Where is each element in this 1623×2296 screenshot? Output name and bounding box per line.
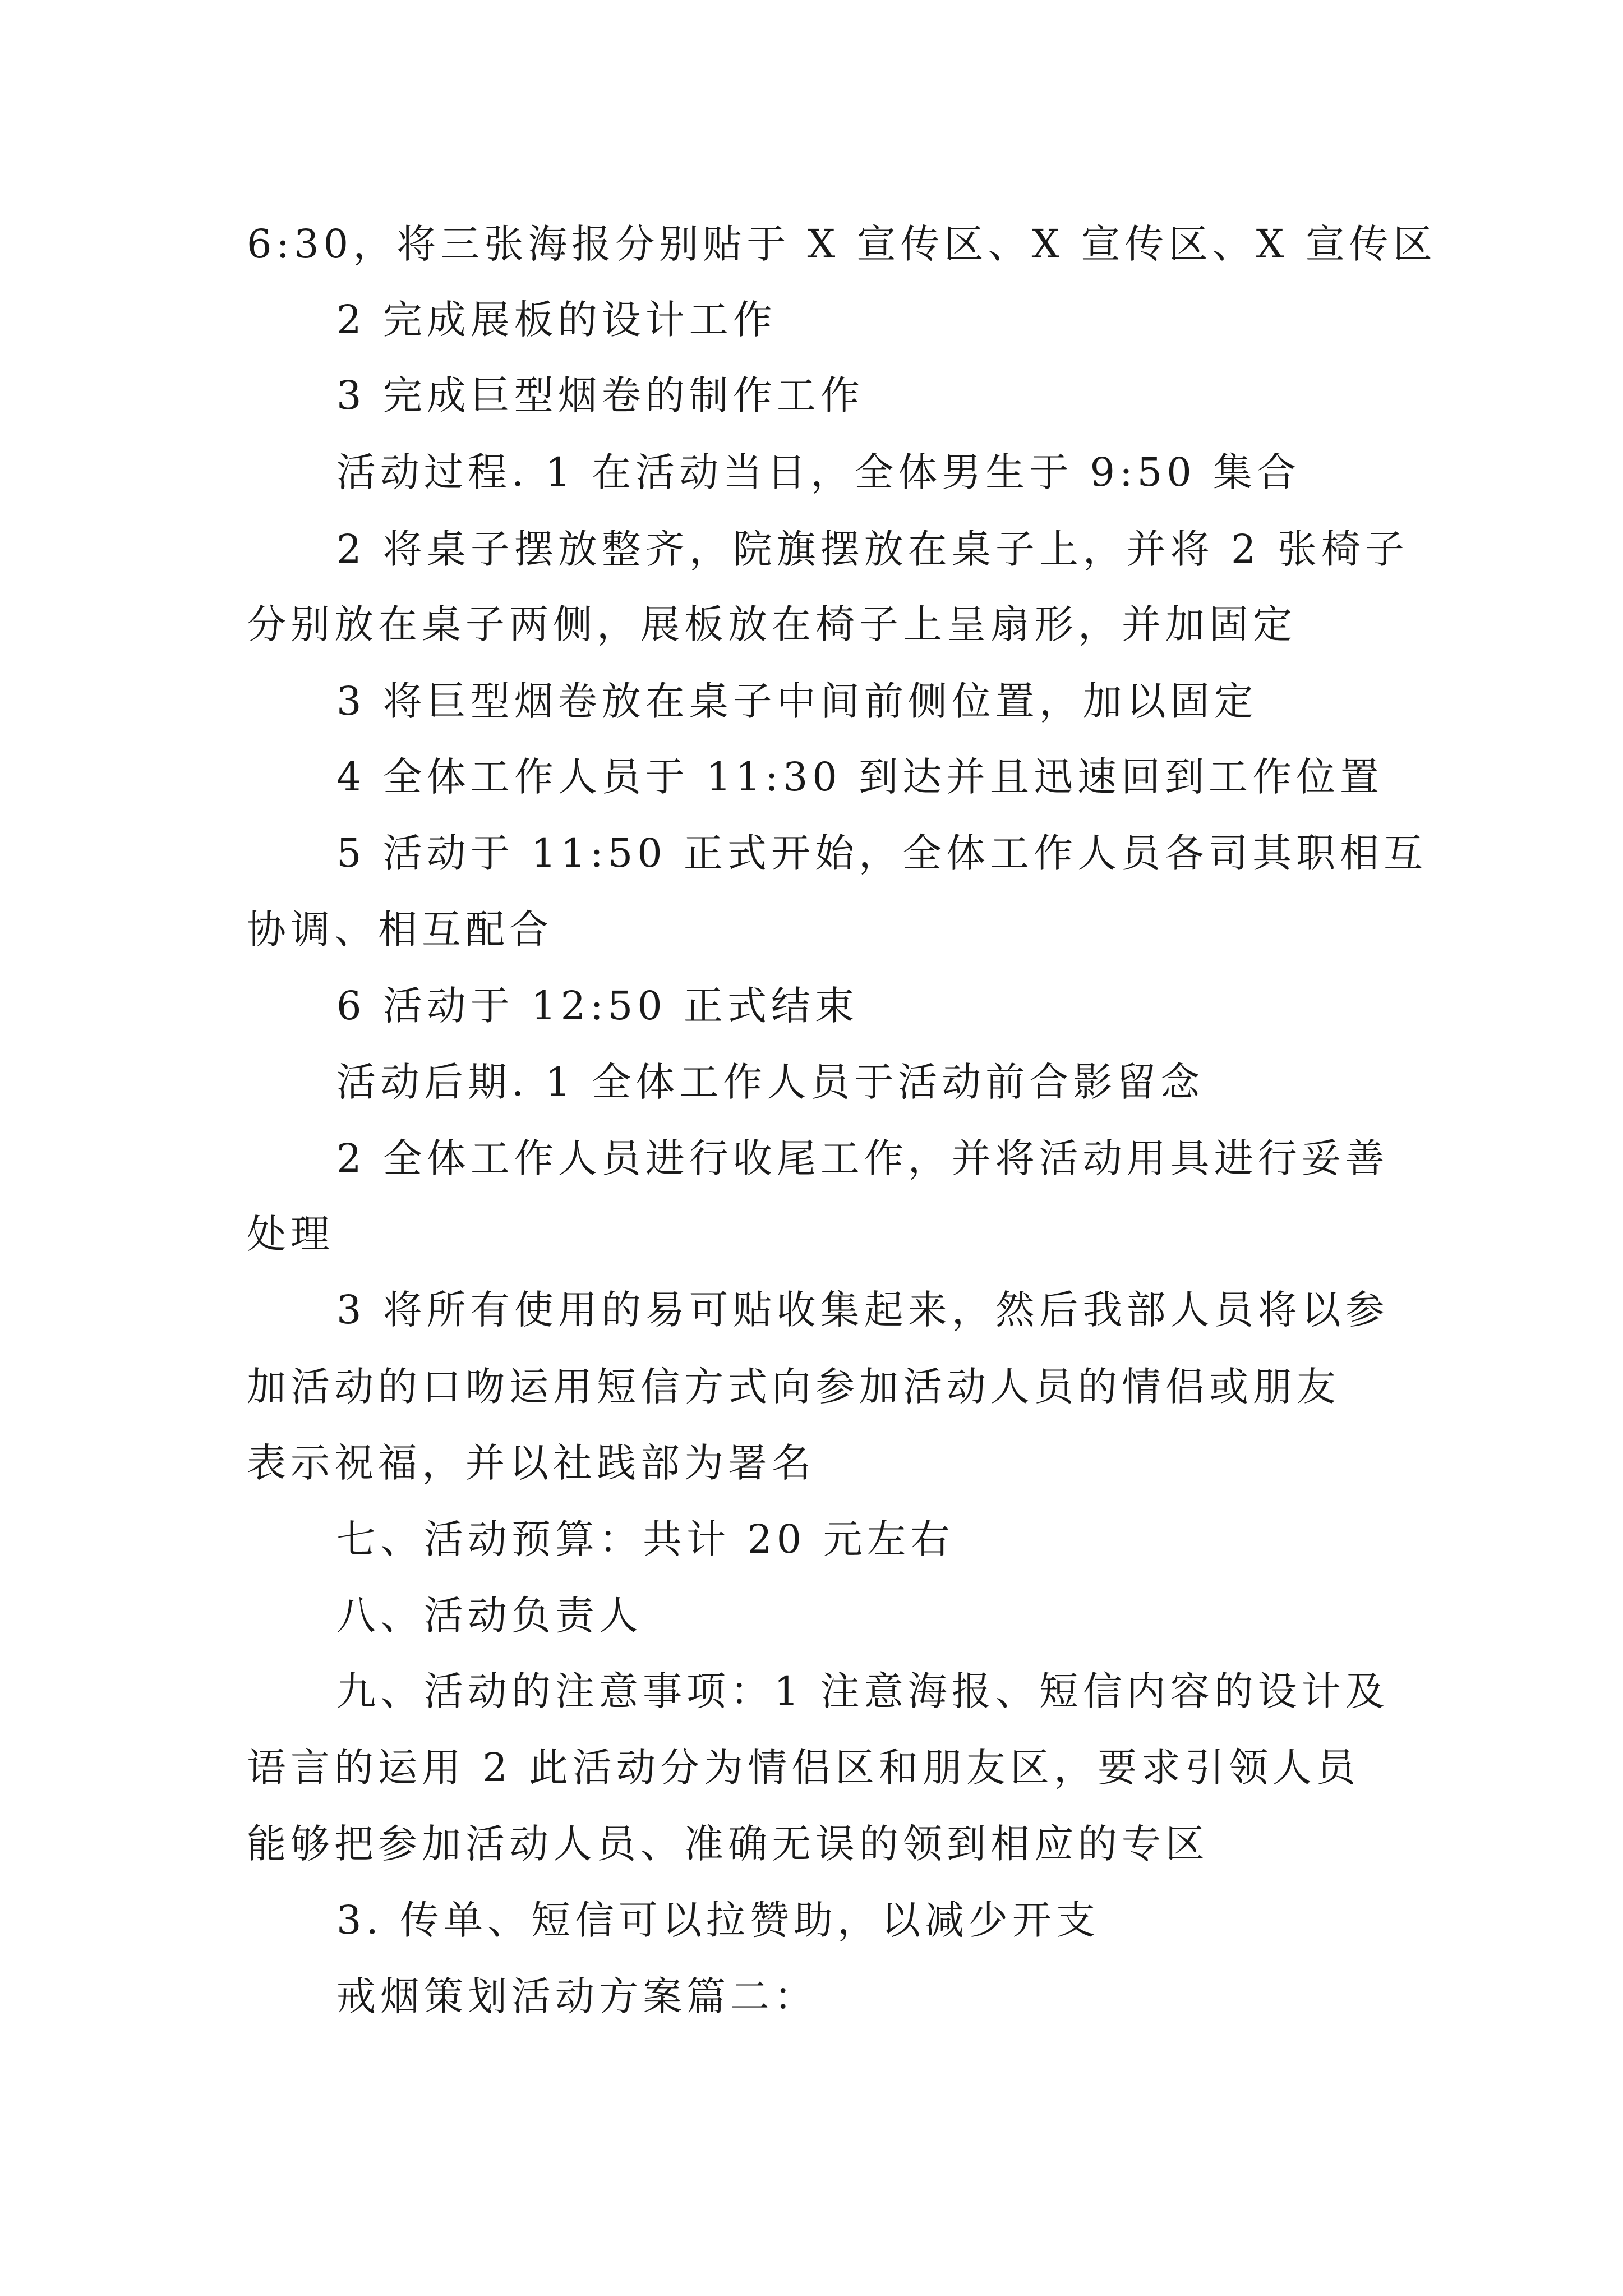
text-line: 2 完成展板的设计工作 bbox=[336, 297, 777, 343]
text-line: 3. 传单、短信可以拉赞助，以减少开支 bbox=[336, 1897, 1100, 1943]
text-line: 6:30，将三张海报分别贴于 X 宣传区、X 宣传区、X 宣传区 bbox=[247, 221, 1437, 267]
text-line: 3 将巨型烟卷放在桌子中间前侧位置，加以固定 bbox=[336, 678, 1258, 724]
text-line: 九、活动的注意事项：1 注意海报、短信内容的设计及 bbox=[336, 1668, 1389, 1714]
text-line: 3 完成巨型烟卷的制作工作 bbox=[336, 372, 864, 418]
text-line: 活动后期. 1 全体工作人员于活动前合影留念 bbox=[336, 1059, 1205, 1105]
text-line: 戒烟策划活动方案篇二： bbox=[336, 1973, 818, 2019]
text-line: 2 全体工作人员进行收尾工作，并将活动用具进行妥善 bbox=[336, 1135, 1389, 1181]
text-line: 协调、相互配合 bbox=[247, 907, 553, 953]
text-line: 3 将所有使用的易可贴收集起来，然后我部人员将以参 bbox=[336, 1287, 1389, 1333]
text-line: 加活动的口吻运用短信方式向参加活动人员的情侣或朋友 bbox=[247, 1364, 1340, 1410]
text-line: 七、活动预算：共计 20 元左右 bbox=[336, 1516, 955, 1562]
text-line: 表示祝福，并以社践部为署名 bbox=[247, 1440, 815, 1486]
text-line: 2 将桌子摆放整齐，院旗摆放在桌子上，并将 2 张椅子 bbox=[336, 526, 1409, 572]
text-line: 八、活动负责人 bbox=[336, 1593, 643, 1639]
text-line: 5 活动于 11:50 正式开始，全体工作人员各司其职相互 bbox=[336, 830, 1428, 876]
text-line: 4 全体工作人员于 11:30 到达并且迅速回到工作位置 bbox=[336, 754, 1384, 800]
text-line: 分别放在桌子两侧，展板放在椅子上呈扇形，并加固定 bbox=[247, 601, 1297, 647]
text-line: 语言的运用 2 此活动分为情侣区和朋友区，要求引领人员 bbox=[247, 1745, 1361, 1791]
text-line: 活动过程. 1 在活动当日，全体男生于 9:50 集合 bbox=[336, 449, 1301, 495]
text-line: 处理 bbox=[247, 1211, 334, 1257]
text-line: 能够把参加活动人员、准确无误的领到相应的专区 bbox=[247, 1821, 1209, 1867]
text-line: 6 活动于 12:50 正式结束 bbox=[336, 983, 859, 1029]
